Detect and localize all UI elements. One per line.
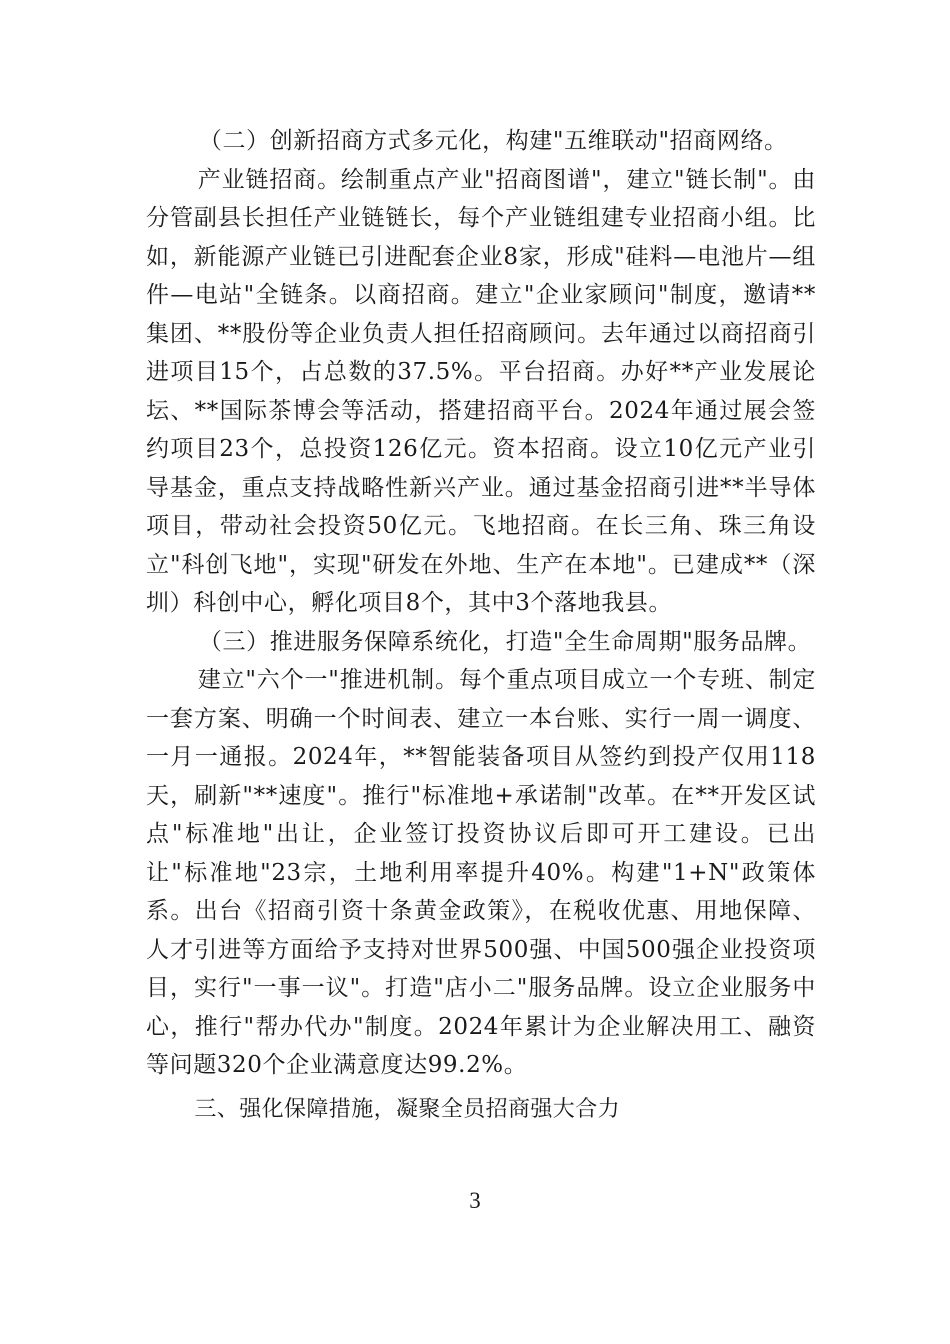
- subsection-heading-3: （三）推进服务保障系统化，打造"全生命周期"服务品牌。: [198, 628, 812, 655]
- document-body: [146, 122, 816, 1129]
- paragraph-investment-methods: 产业链招商。绘制重点产业"招商图谱"，建立"链长制"。由分管副县长担任产业链链长，每个产业链组建专业招商小组。比如，新能源产业链已引进配套企业8家，形成"硅料—电池片—组件—电站"全链条。以商招商。建立"企业家顾问"制度，邀请**集团、**股份等企业负责人担任招商顾问。去年通过以商招商引进项目15个，占总数的37.5%。平台招商。办好**产业发展论坛、**国际茶博会等活动，搭建招商平台。2024年通过展会签约项目23个，总投资126亿元。资本招商。设立10亿元产业引导基金，重点支持战略性新兴产业。通过基金招商引进**半导体项目，带动社会投资50亿元。飞地招商。在长三角、珠三角设立"科创飞地"，实现"研发在外地、生产在本地"。已建成**（深圳）科创中心，孵化项目8个，其中3个落地我县。: [146, 166, 816, 616]
- paragraph-service-guarantee: 建立"六个一"推进机制。每个重点项目成立一个专班、制定一套方案、明确一个时间表、建立一本台账、实行一周一调度、一月一通报。2024年，**智能装备项目从签约到投产仅用118天，刷新"**速度"。推行"标准地+承诺制"改革。在**开发区试点"标准地"出让，企业签订投资协议后即可开工建设。已出让"标准地"23宗，土地利用率提升40%。构建"1+N"政策体系。出台《招商引资十条黄金政策》，在税收优惠、用地保障、人才引进等方面给予支持对世界500强、中国500强企业投资项目，实行"一事一议"。打造"店小二"服务品牌。设立企业服务中心，推行"帮办代办"制度。2024年累计为企业解决用工、融资等问题320个企业满意度达99.2%。: [146, 667, 816, 1078]
- page-number: 3: [469, 1188, 481, 1213]
- subsection-heading-2: （二）创新招商方式多元化，构建"五维联动"招商网络。: [198, 128, 788, 154]
- section-heading-3: 三、强化保障措施，凝聚全员招商强大合力: [194, 1096, 620, 1122]
